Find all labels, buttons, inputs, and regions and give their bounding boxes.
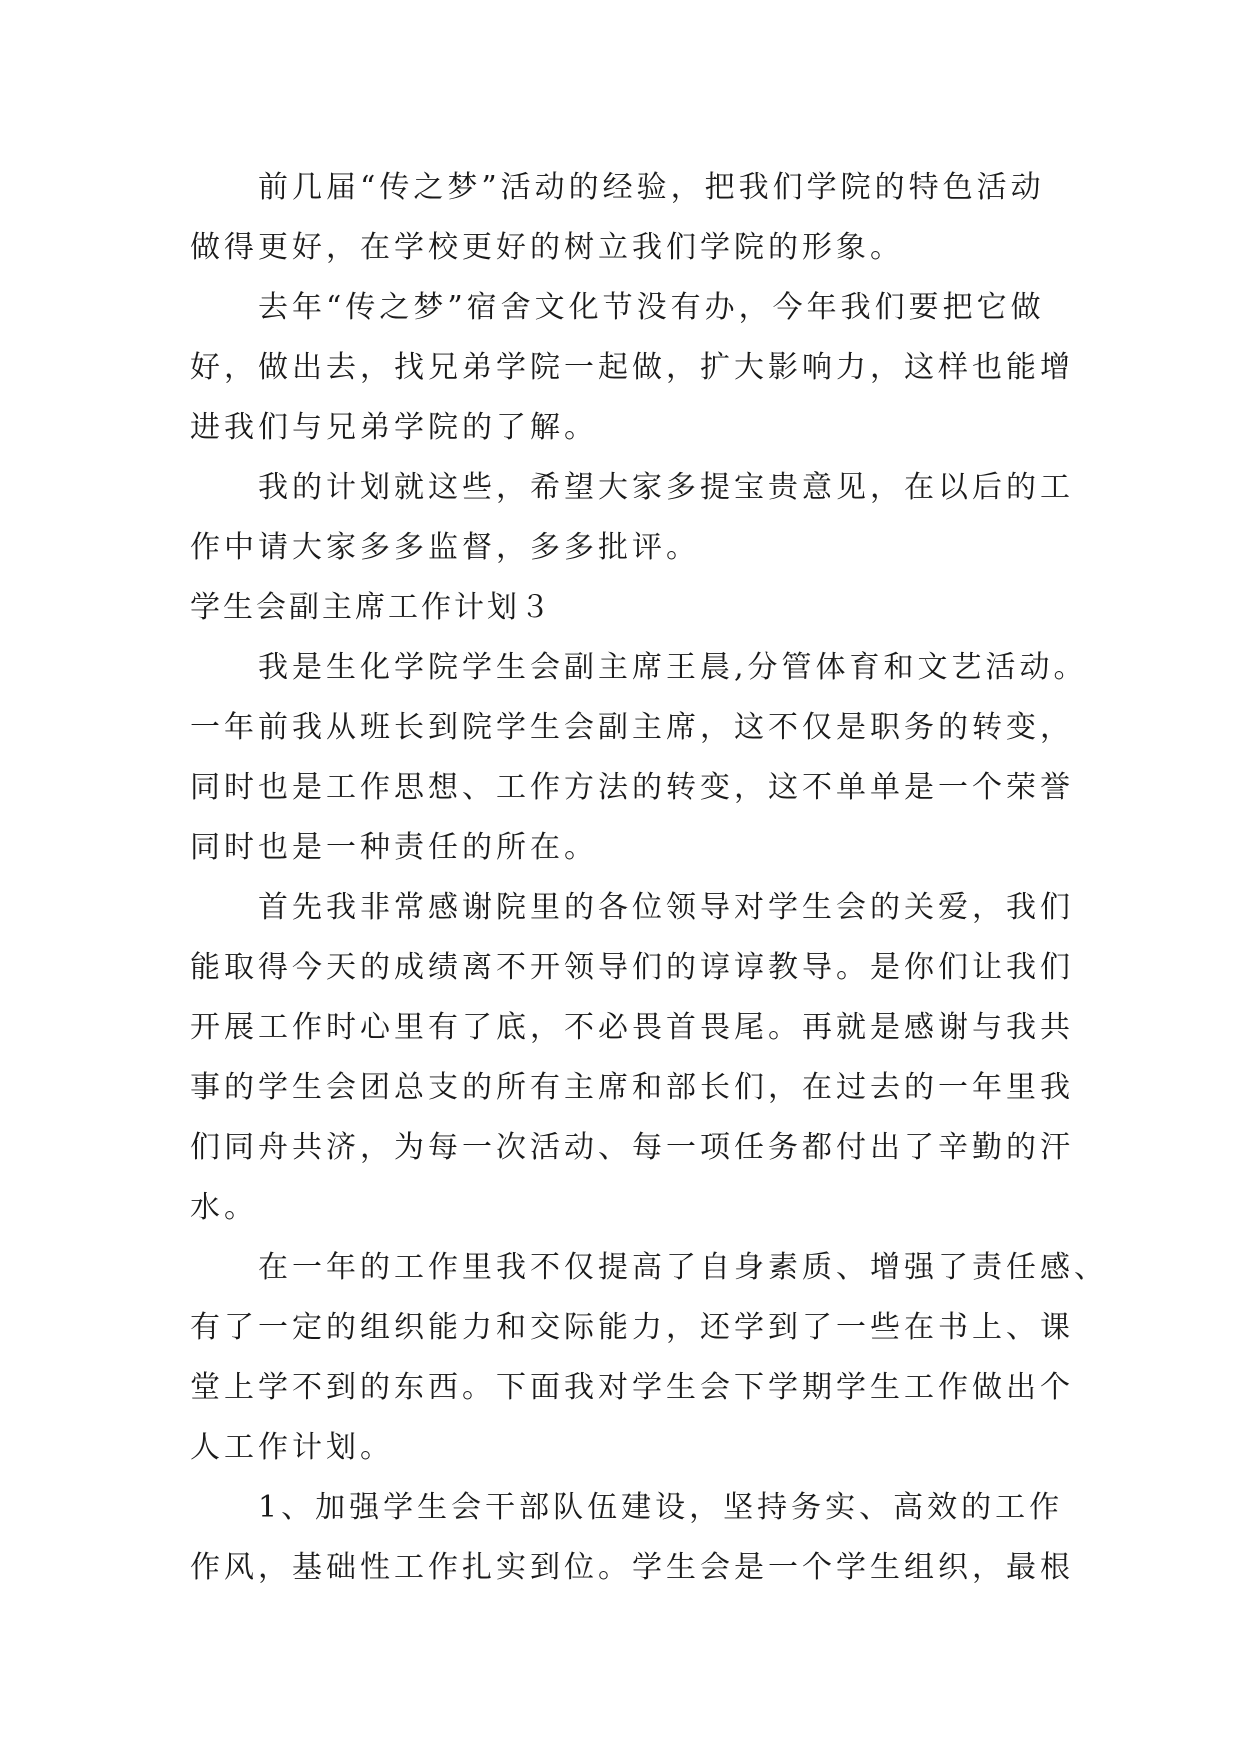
text-line: 我的计划就这些，希望大家多提宝贵意见，在以后的工	[258, 470, 1074, 505]
text-line: 开展工作时心里有了底，不必畏首畏尾。再就是感谢与我共	[190, 1010, 1074, 1045]
text-line: 在一年的工作里我不仅提高了自身素质、增强了责任感、	[258, 1250, 1108, 1285]
text-line: 有了一定的组织能力和交际能力，还学到了一些在书上、课	[190, 1310, 1074, 1345]
text-line: 作中请大家多多监督，多多批评。	[190, 530, 700, 565]
text-line: 能取得今天的成绩离不开领导们的谆谆教导。是你们让我们	[190, 950, 1074, 985]
text-line: 1、加强学生会干部队伍建设，坚持务实、高效的工作	[258, 1490, 1064, 1525]
text-line: 做得更好，在学校更好的树立我们学院的形象。	[190, 230, 904, 265]
text-line: 我是生化学院学生会副主席王晨,分管体育和文艺活动。	[258, 650, 1088, 685]
text-line: 们同舟共济，为每一次活动、每一项任务都付出了辛勤的汗	[190, 1130, 1074, 1165]
text-line: 同时也是一种责任的所在。	[190, 830, 598, 865]
text-line: 同时也是工作思想、工作方法的转变，这不单单是一个荣誉	[190, 770, 1074, 805]
text-line: 前几届“传之梦”活动的经验，把我们学院的特色活动	[258, 170, 1045, 205]
text-line: 事的学生会团总支的所有主席和部长们，在过去的一年里我	[190, 1070, 1074, 1105]
text-line: 进我们与兄弟学院的了解。	[190, 410, 598, 445]
text-line: 一年前我从班长到院学生会副主席，这不仅是职务的转变，	[190, 710, 1074, 745]
section-heading: 学生会副主席工作计划３	[190, 590, 553, 625]
text-line: 好，做出去，找兄弟学院一起做，扩大影响力，这样也能增	[190, 350, 1074, 385]
text-line: 水。	[190, 1190, 258, 1225]
text-line: 首先我非常感谢院里的各位领导对学生会的关爱，我们	[258, 890, 1074, 925]
text-line: 去年“传之梦”宿舍文化节没有办，今年我们要把它做	[258, 290, 1045, 325]
text-line: 作风，基础性工作扎实到位。学生会是一个学生组织，最根	[190, 1550, 1074, 1585]
text-line: 堂上学不到的东西。下面我对学生会下学期学生工作做出个	[190, 1370, 1074, 1405]
text-line: 人工作计划。	[190, 1430, 394, 1465]
document-body	[190, 158, 1108, 1598]
